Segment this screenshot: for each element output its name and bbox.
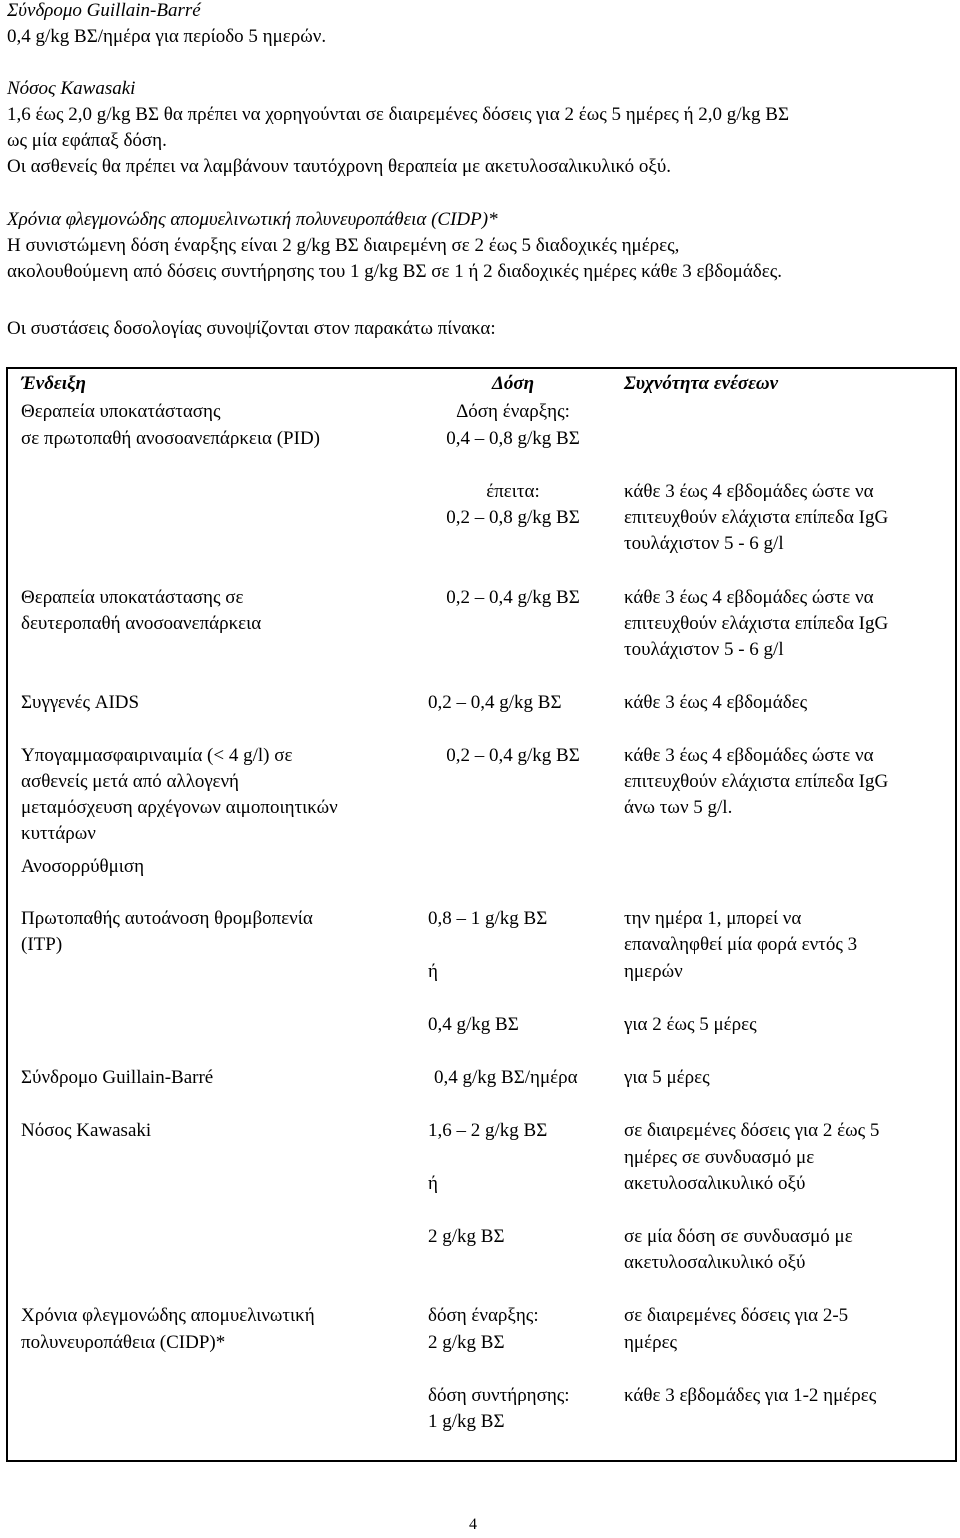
kawasaki-dose-or: ή bbox=[428, 1173, 438, 1194]
pid-frequency: κάθε 3 έως 4 εβδομάδες ώστε να bbox=[624, 481, 874, 502]
cidp-frequency: ημέρες bbox=[624, 1332, 678, 1353]
itp-frequency: επαναληφθεί μία φορά εντός 3 bbox=[624, 934, 858, 955]
cidp-text-line: Η συνιστώμενη δόση έναρξης είναι 2 g/kg ΒΣ διαιρεμένη σε 2 έως 5 διαδοχικές ημέρες, bbox=[7, 235, 680, 256]
gbs-heading: Σύνδρομο Guillain-Barré bbox=[7, 0, 201, 21]
cidp-text-line: ακολουθούμενη από δόσεις συντήρησης του 1 g/kg ΒΣ σε 1 ή 2 διαδοχικές ημέρες κάθε 3 εβδομάδες. bbox=[7, 261, 782, 282]
cidp-dose: δόση έναρξης: bbox=[428, 1305, 539, 1326]
page-number: 4 bbox=[469, 1516, 477, 1533]
cidp-heading: Χρόνια φλεγμονώδης απομυελινωτική πολυνευροπάθεια (CIDP)* bbox=[7, 209, 498, 230]
itp-indication: Πρωτοπαθής αυτοάνοση θρομβοπενία bbox=[21, 908, 313, 929]
kawasaki-indication: Νόσος Kawasaki bbox=[21, 1120, 152, 1141]
cidp-dose: 1 g/kg ΒΣ bbox=[428, 1411, 505, 1432]
kawasaki-section bbox=[7, 76, 952, 180]
hypo-indication: κυττάρων bbox=[21, 823, 96, 844]
sid-indication: Θεραπεία υποκατάστασης σε bbox=[21, 587, 244, 608]
cidp-indication: πολυνευροπάθεια (CIDP)* bbox=[21, 1332, 226, 1353]
kawasaki-frequency: ημέρες σε συνδυασμό με bbox=[624, 1147, 815, 1168]
sid-dose: 0,2 – 0,4 g/kg ΒΣ bbox=[446, 587, 580, 608]
itp-indication: (ITP) bbox=[21, 934, 63, 955]
cidp-section bbox=[7, 207, 952, 285]
pid-dose: έπειτα: bbox=[486, 481, 540, 502]
pid-indication: σε πρωτοπαθή ανοσοανεπάρκεια (PID) bbox=[21, 428, 320, 449]
kawasaki-dose: 1,6 – 2 g/kg ΒΣ bbox=[428, 1120, 548, 1141]
kawasaki-frequency: ακετυλοσαλικυλικό οξύ bbox=[624, 1173, 806, 1194]
kawasaki-dose: 2 g/kg ΒΣ bbox=[428, 1226, 505, 1247]
aids-frequency: κάθε 3 έως 4 εβδομάδες bbox=[624, 692, 808, 713]
sid-frequency: κάθε 3 έως 4 εβδομάδες ώστε να bbox=[624, 587, 874, 608]
aids-dose: 0,2 – 0,4 g/kg ΒΣ bbox=[428, 692, 562, 713]
itp-frequency: για 2 έως 5 μέρες bbox=[624, 1014, 757, 1035]
hypo-frequency: επιτευχθούν ελάχιστα επίπεδα IgG bbox=[624, 771, 889, 792]
pid-dose: Δόση έναρξης: bbox=[456, 401, 570, 422]
kawasaki-frequency: σε διαιρεμένες δόσεις για 2 έως 5 bbox=[624, 1120, 880, 1141]
gbs-frequency: για 5 μέρες bbox=[624, 1067, 710, 1088]
pid-dose: 0,4 – 0,8 g/kg ΒΣ bbox=[446, 428, 580, 449]
kawasaki-heading: Νόσος Kawasaki bbox=[7, 78, 136, 99]
gbs-dose: 0,4 g/kg ΒΣ/ημέρα bbox=[434, 1067, 578, 1088]
summary-text bbox=[7, 316, 952, 342]
summary-line: Οι συστάσεις δοσολογίας συνοψίζονται στον παρακάτω πίνακα: bbox=[7, 318, 496, 339]
hypo-frequency: άνω των 5 g/l. bbox=[624, 797, 733, 818]
cidp-frequency: σε διαιρεμένες δόσεις για 2-5 bbox=[624, 1305, 849, 1326]
sid-frequency: επιτευχθούν ελάχιστα επίπεδα IgG bbox=[624, 613, 889, 634]
hypo-indication: Υπογαμμασφαιριναιμία (< 4 g/l) σε bbox=[21, 745, 293, 766]
dosage-table bbox=[6, 367, 957, 1462]
header-frequency: Συχνότητα ενέσεων bbox=[624, 373, 779, 394]
kawasaki-text-line: Οι ασθενείς θα πρέπει να λαμβάνουν ταυτόχρονη θεραπεία με ακετυλοσαλικυλικό οξύ. bbox=[7, 156, 672, 177]
kawasaki-frequency: σε μία δόση σε συνδυασμό με bbox=[624, 1226, 853, 1247]
sid-indication: δευτεροπαθή ανοσοανεπάρκεια bbox=[21, 613, 262, 634]
cidp-frequency: κάθε 3 εβδομάδες για 1-2 ημέρες bbox=[624, 1385, 877, 1406]
pid-dose: 0,2 – 0,8 g/kg ΒΣ bbox=[446, 507, 580, 528]
kawasaki-text-line: ως μία εφάπαξ δόση. bbox=[7, 130, 167, 151]
kawasaki-text-line: 1,6 έως 2,0 g/kg ΒΣ θα πρέπει να χορηγούνται σε διαιρεμένες δόσεις για 2 έως 5 ημέρες ή 2,0 g/kg ΒΣ bbox=[7, 104, 790, 125]
gbs-indication: Σύνδρομο Guillain-Barré bbox=[21, 1067, 214, 1088]
cidp-dose: δόση συντήρησης: bbox=[428, 1385, 570, 1406]
itp-dose: 0,4 g/kg ΒΣ bbox=[428, 1014, 519, 1035]
itp-dose-or: ή bbox=[428, 961, 438, 982]
immunomodulation-heading: Ανοσορρύθμιση bbox=[21, 856, 145, 877]
itp-dose: 0,8 – 1 g/kg ΒΣ bbox=[428, 908, 548, 929]
pid-indication: Θεραπεία υποκατάστασης bbox=[21, 401, 221, 422]
hypo-frequency: κάθε 3 έως 4 εβδομάδες ώστε να bbox=[624, 745, 874, 766]
cidp-dose: 2 g/kg ΒΣ bbox=[428, 1332, 505, 1353]
gbs-section bbox=[7, 0, 952, 50]
header-dose: Δόση bbox=[491, 373, 535, 394]
hypo-indication: μεταμόσχευση αρχέγονων αιμοποιητικών bbox=[21, 797, 338, 818]
sid-frequency: τουλάχιστον 5 - 6 g/l bbox=[624, 639, 784, 660]
pid-frequency: τουλάχιστον 5 - 6 g/l bbox=[624, 533, 784, 554]
pid-frequency: επιτευχθούν ελάχιστα επίπεδα IgG bbox=[624, 507, 889, 528]
gbs-dosage-text: 0,4 g/kg ΒΣ/ημέρα για περίοδο 5 ημερών. bbox=[7, 26, 327, 47]
cidp-indication: Χρόνια φλεγμονώδης απομυελινωτική bbox=[21, 1305, 315, 1326]
hypo-indication: ασθενείς μετά από αλλογενή bbox=[21, 771, 239, 792]
hypo-dose: 0,2 – 0,4 g/kg ΒΣ bbox=[446, 745, 580, 766]
itp-frequency: ημερών bbox=[624, 961, 683, 982]
itp-frequency: την ημέρα 1, μπορεί να bbox=[624, 908, 802, 929]
kawasaki-frequency: ακετυλοσαλικυλικό οξύ bbox=[624, 1252, 806, 1273]
aids-indication: Συγγενές AIDS bbox=[21, 692, 140, 713]
header-indication: Ένδειξη bbox=[21, 373, 86, 394]
